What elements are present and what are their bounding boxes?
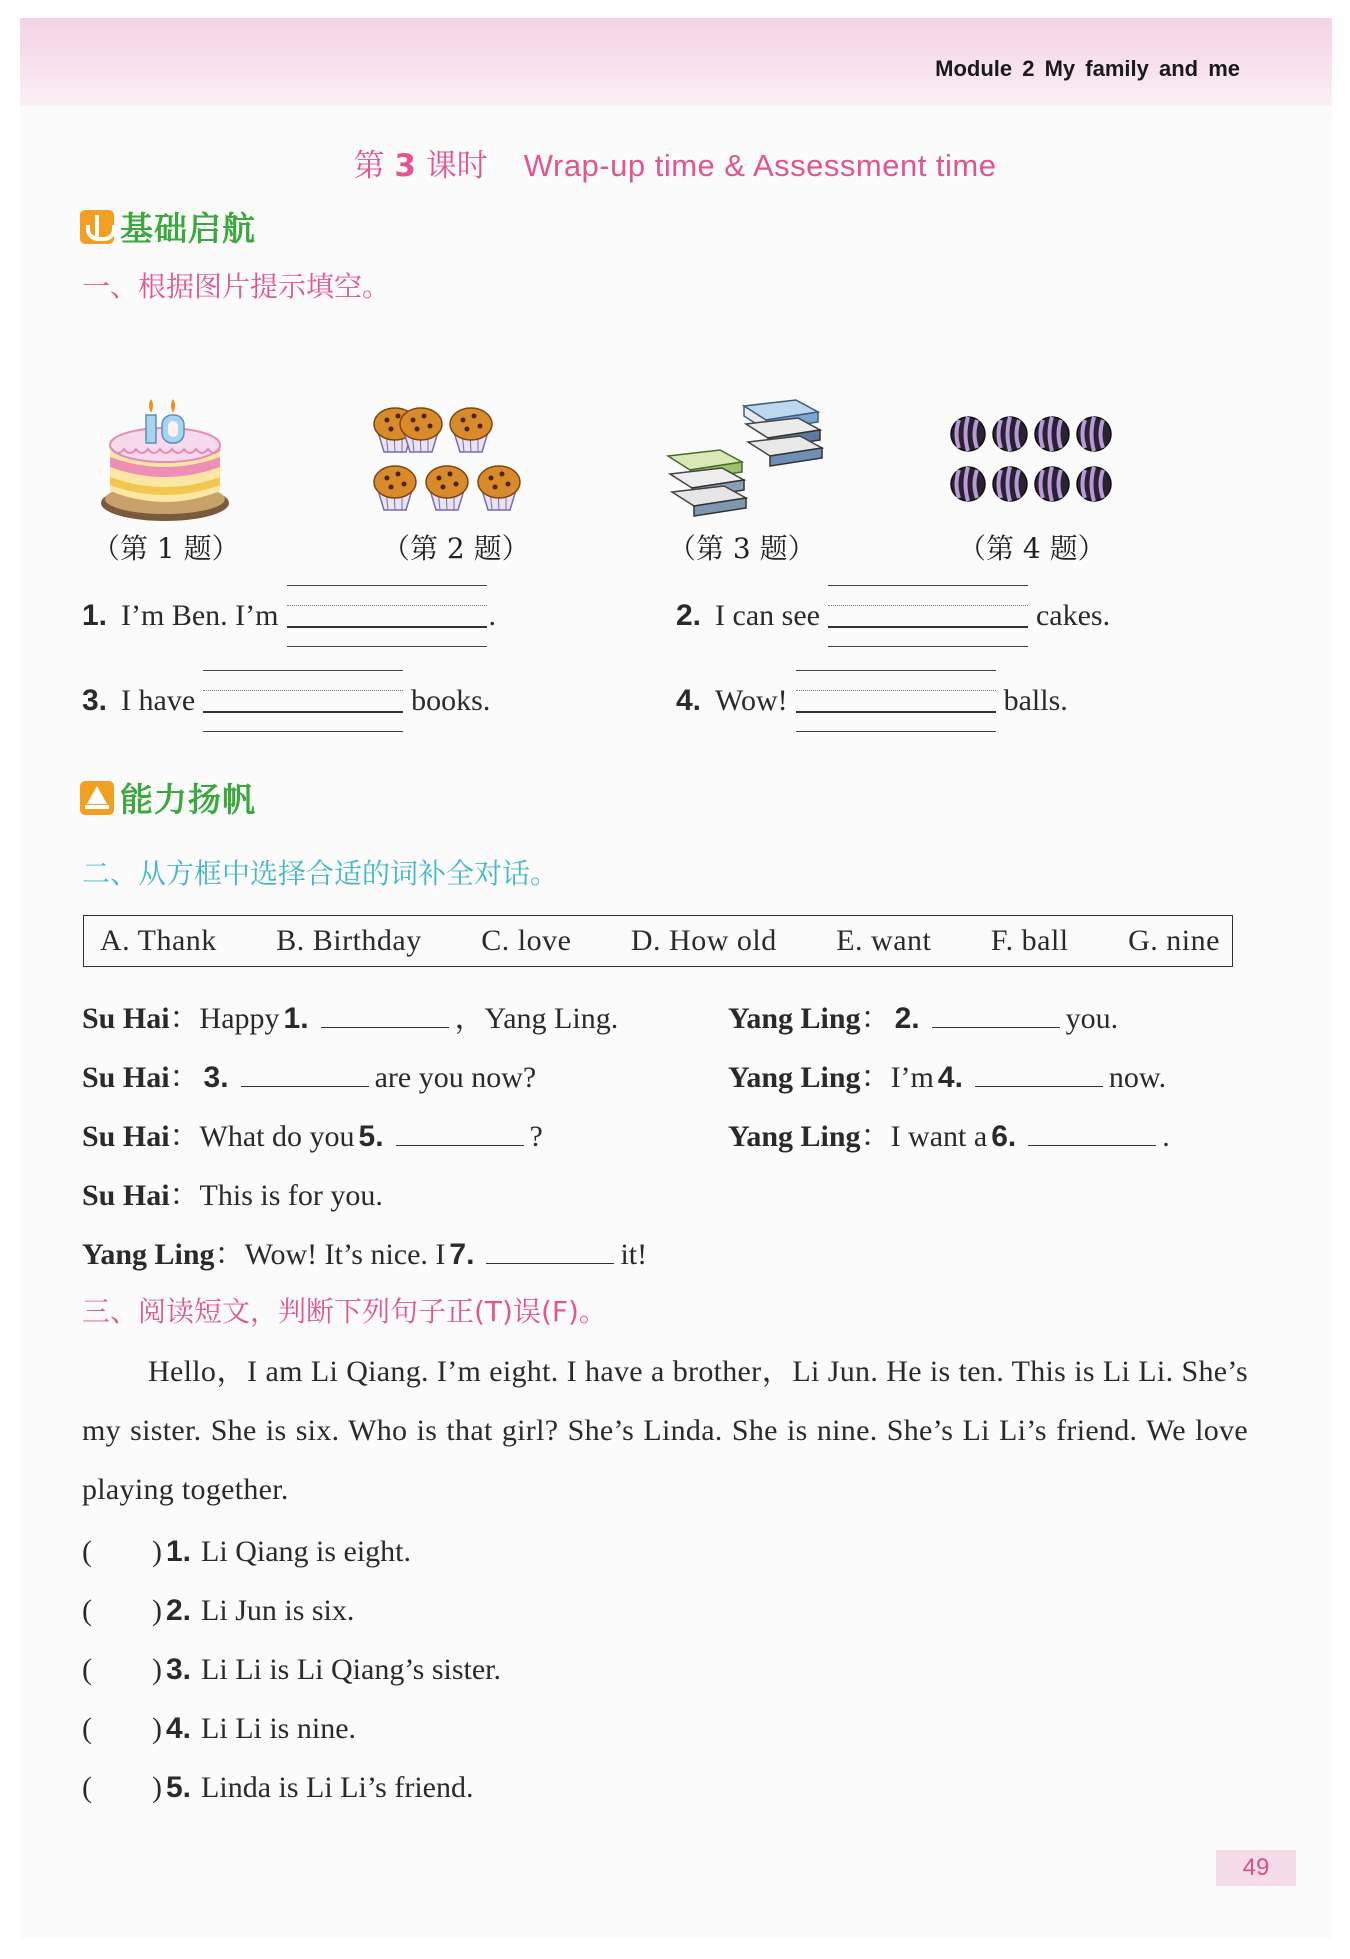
item-text-after: books. bbox=[411, 684, 491, 717]
statement-number: 4. bbox=[166, 1712, 192, 1745]
dialog-text: it! bbox=[620, 1238, 648, 1271]
speaker-name: Yang Ling bbox=[728, 1061, 861, 1094]
answer-parentheses[interactable]: ( ) bbox=[82, 1653, 162, 1686]
statement-text: Li Jun is six. bbox=[201, 1594, 355, 1627]
anchor-icon bbox=[80, 210, 114, 244]
sail-icon bbox=[80, 781, 114, 815]
answer-blank[interactable] bbox=[321, 1000, 449, 1028]
books-stack-icon bbox=[666, 398, 826, 522]
answer-writing-lines[interactable] bbox=[796, 670, 996, 732]
lesson-prefix: 第 bbox=[353, 148, 395, 184]
dialog-text: Wow! It’s nice. I bbox=[244, 1238, 446, 1271]
word-option: A. Thank bbox=[100, 924, 217, 957]
tf-statement-3 bbox=[82, 1644, 501, 1688]
answer-writing-lines[interactable] bbox=[828, 585, 1028, 647]
picture-label-1: （第 1 题） bbox=[92, 532, 240, 565]
section-badge-label: 基础启航 bbox=[120, 209, 256, 248]
dialog-text: now. bbox=[1108, 1061, 1167, 1094]
question-heading-2: 二、从方框中选择合适的词补全对话。 bbox=[82, 857, 559, 890]
item-number: 1. bbox=[82, 599, 108, 632]
question-heading-1: 一、根据图片提示填空。 bbox=[82, 270, 391, 303]
dialog-text: What do you bbox=[199, 1120, 355, 1153]
dialog-line-2 bbox=[728, 993, 1118, 1037]
answer-parentheses[interactable]: ( ) bbox=[82, 1712, 162, 1745]
fill-item-2 bbox=[676, 585, 1110, 647]
statement-text: Linda is Li Li’s friend. bbox=[201, 1771, 474, 1804]
blank-number: 2. bbox=[894, 1002, 920, 1035]
answer-blank[interactable] bbox=[1028, 1118, 1156, 1146]
statement-number: 2. bbox=[166, 1594, 192, 1627]
speaker-name: Yang Ling bbox=[728, 1120, 861, 1153]
section-badge-ability bbox=[80, 774, 256, 821]
blank-number: 3. bbox=[203, 1061, 229, 1094]
tf-statement-2 bbox=[82, 1585, 354, 1629]
fill-item-1 bbox=[82, 585, 496, 647]
lesson-title bbox=[0, 140, 1350, 185]
dialog-line-1 bbox=[82, 993, 618, 1037]
speaker-colon: ： bbox=[169, 1120, 200, 1153]
dialog-text: This is for you. bbox=[199, 1179, 383, 1212]
answer-parentheses[interactable]: ( ) bbox=[82, 1535, 162, 1568]
dialog-text: I’m bbox=[890, 1061, 934, 1094]
item-text-after: balls. bbox=[1003, 684, 1068, 717]
item-text-after: . bbox=[488, 599, 496, 632]
speaker-name: Yang Ling bbox=[728, 1002, 861, 1035]
answer-writing-lines[interactable] bbox=[203, 670, 403, 732]
dialog-text: . bbox=[1162, 1120, 1170, 1153]
answer-blank[interactable] bbox=[241, 1059, 369, 1087]
word-option: F. ball bbox=[990, 924, 1069, 957]
blank-number: 6. bbox=[991, 1120, 1017, 1153]
speaker-colon: ： bbox=[860, 1120, 891, 1153]
word-option: G. nine bbox=[1128, 924, 1220, 957]
speaker-name: Yang Ling bbox=[82, 1238, 215, 1271]
passage-text: Hello，I am Li Qiang. I’m eight. I have a brother，Li Jun. He is ten. This is Li Li. She’s my sister. She is six. Who is that girl? She’s Linda. She is nine. She’s Li Li’s friend. We love playing together. bbox=[82, 1355, 1248, 1506]
statement-text: Li Qiang is eight. bbox=[201, 1535, 412, 1568]
cupcakes-five-icon bbox=[372, 398, 532, 518]
tf-statement-4 bbox=[82, 1703, 356, 1747]
item-text-before: I can see bbox=[715, 599, 820, 632]
speaker-name: Su Hai bbox=[82, 1179, 170, 1212]
picture-label-2: （第 2 题） bbox=[382, 532, 530, 565]
dialog-text: are you now? bbox=[374, 1061, 537, 1094]
answer-blank[interactable] bbox=[932, 1000, 1060, 1028]
item-text-before: I have bbox=[121, 684, 196, 717]
lesson-suffix: 课时 bbox=[415, 148, 488, 184]
answer-blank[interactable] bbox=[486, 1236, 614, 1264]
item-number: 3. bbox=[82, 684, 108, 717]
dialog-text: I want a bbox=[890, 1120, 988, 1153]
item-text-before: Wow! bbox=[715, 684, 788, 717]
dialog-text: Happy bbox=[199, 1002, 280, 1035]
speaker-colon: ： bbox=[860, 1061, 891, 1094]
lesson-number: 3 bbox=[394, 148, 416, 184]
answer-writing-lines[interactable] bbox=[287, 585, 487, 647]
page-number: 49 bbox=[1216, 1850, 1296, 1886]
item-number: 4. bbox=[676, 684, 702, 717]
speaker-name: Su Hai bbox=[82, 1002, 170, 1035]
answer-blank[interactable] bbox=[396, 1118, 524, 1146]
word-option: D. How old bbox=[630, 924, 777, 957]
dialog-line-5 bbox=[82, 1111, 543, 1155]
reading-passage bbox=[82, 1342, 1248, 1519]
statement-text: Li Li is Li Qiang’s sister. bbox=[201, 1653, 502, 1686]
statement-number: 1. bbox=[166, 1535, 192, 1568]
answer-parentheses[interactable]: ( ) bbox=[82, 1771, 162, 1804]
speaker-name: Su Hai bbox=[82, 1120, 170, 1153]
lesson-subtitle: Wrap-up time & Assessment time bbox=[523, 148, 997, 183]
speaker-name: Su Hai bbox=[82, 1061, 170, 1094]
answer-blank[interactable] bbox=[975, 1059, 1103, 1087]
fill-item-4 bbox=[676, 670, 1068, 732]
dialog-line-3 bbox=[82, 1052, 536, 1096]
blank-number: 1. bbox=[283, 1002, 309, 1035]
speaker-colon: ： bbox=[169, 1179, 200, 1212]
dialog-line-6 bbox=[728, 1111, 1170, 1155]
speaker-colon: ： bbox=[169, 1061, 200, 1094]
question-heading-3: 三、阅读短文，判断下列句子正(T)误(F)。 bbox=[82, 1295, 607, 1328]
dialog-line-7 bbox=[82, 1170, 383, 1214]
running-head: Module 2 My family and me bbox=[935, 56, 1240, 81]
dialog-text: ? bbox=[529, 1120, 543, 1153]
tf-statement-1 bbox=[82, 1526, 411, 1570]
statement-number: 3. bbox=[166, 1653, 192, 1686]
blank-number: 7. bbox=[449, 1238, 475, 1271]
statement-text: Li Li is nine. bbox=[201, 1712, 357, 1745]
word-option: E. want bbox=[836, 924, 932, 957]
statement-number: 5. bbox=[166, 1771, 192, 1804]
tf-statement-5 bbox=[82, 1762, 473, 1806]
birthday-cake-10-icon bbox=[98, 395, 232, 525]
speaker-colon: ： bbox=[169, 1002, 200, 1035]
section-badge-label: 能力扬帆 bbox=[120, 780, 256, 819]
picture-label-3: （第 3 题） bbox=[668, 532, 816, 565]
balls-eight-icon bbox=[950, 414, 1116, 506]
item-text-before: I’m Ben. I’m bbox=[121, 599, 279, 632]
word-bank-box bbox=[83, 915, 1233, 967]
item-number: 2. bbox=[676, 599, 702, 632]
dialog-text: ，Yang Ling. bbox=[454, 1002, 619, 1035]
speaker-colon: ： bbox=[214, 1238, 245, 1271]
blank-number: 5. bbox=[358, 1120, 384, 1153]
word-option: C. love bbox=[481, 924, 572, 957]
answer-parentheses[interactable]: ( ) bbox=[82, 1594, 162, 1627]
section-badge-basic bbox=[80, 203, 256, 250]
item-text-after: cakes. bbox=[1035, 599, 1111, 632]
dialog-text: you. bbox=[1065, 1002, 1119, 1035]
word-option: B. Birthday bbox=[276, 924, 422, 957]
speaker-colon: ： bbox=[860, 1002, 891, 1035]
dialog-line-8 bbox=[82, 1229, 647, 1273]
blank-number: 4. bbox=[937, 1061, 963, 1094]
dialog-line-4 bbox=[728, 1052, 1166, 1096]
fill-item-3 bbox=[82, 670, 490, 732]
picture-label-4: （第 4 题） bbox=[958, 532, 1106, 565]
